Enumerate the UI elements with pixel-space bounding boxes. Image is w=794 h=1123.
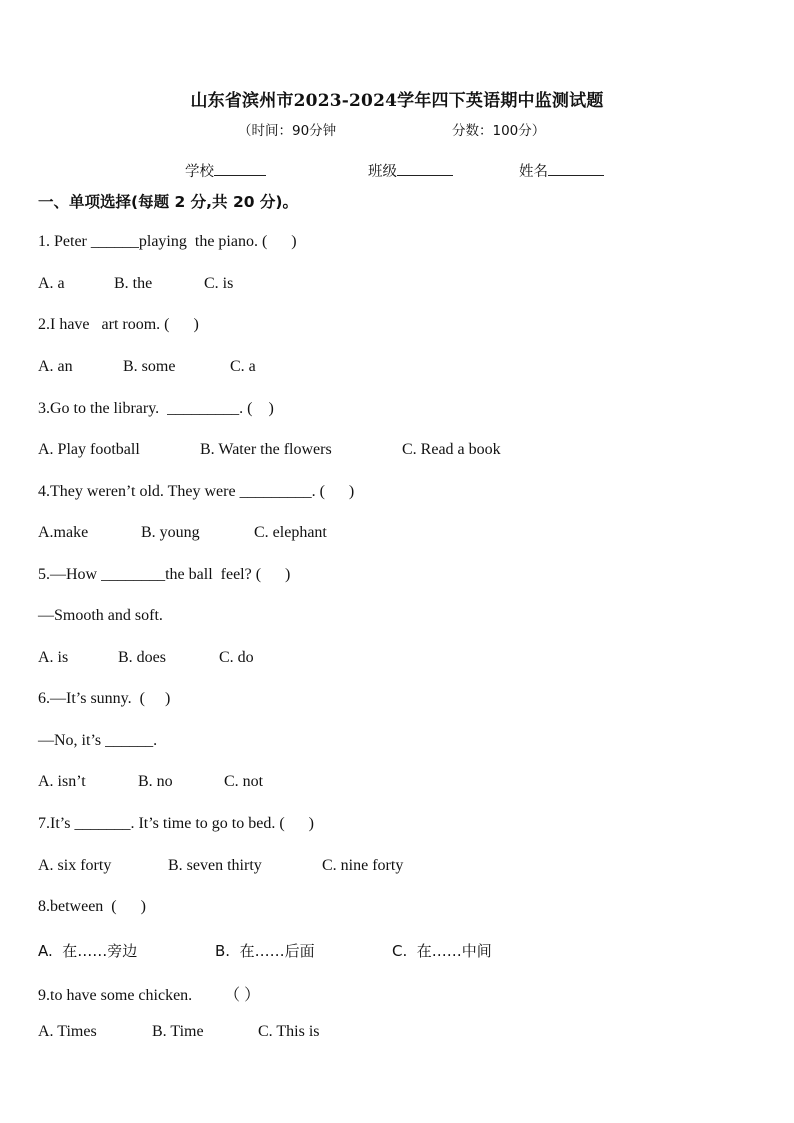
- exam-title: 山东省滨州市2023-2024学年四下英语期中监测试题: [190, 91, 604, 111]
- question-reply: —No, it’s ______.: [38, 732, 158, 749]
- name-label: 姓名: [519, 164, 548, 180]
- question-stem: 1. Peter ______playing the piano. ( ): [38, 233, 297, 250]
- option-b: B. young: [141, 524, 200, 541]
- school-field: [185, 160, 266, 181]
- option-c: C. is: [204, 275, 234, 292]
- option-c: C. Read a book: [402, 441, 501, 458]
- school-blank[interactable]: [214, 161, 266, 176]
- option-b: B. Time: [152, 1023, 204, 1040]
- option-a: A. six forty: [38, 857, 112, 874]
- option-b: B. does: [118, 649, 166, 666]
- option-a: A. 在……旁边: [38, 942, 138, 960]
- option-a: A. an: [38, 358, 73, 375]
- option-b: B. no: [138, 773, 173, 790]
- exam-score: 分数：100分）: [452, 123, 546, 139]
- option-b: B. seven thirty: [168, 857, 262, 874]
- option-b: B. the: [114, 275, 153, 292]
- option-c: C. elephant: [254, 524, 327, 541]
- school-label: 学校: [185, 164, 214, 180]
- option-a: A. is: [38, 649, 69, 666]
- option-b: B. Water the flowers: [200, 441, 332, 458]
- question-stem: 3.Go to the library. _________. ( ): [38, 400, 274, 417]
- question-stem: 2.I have art room. ( ): [38, 316, 199, 333]
- name-blank[interactable]: [548, 161, 604, 176]
- option-b: B. some: [123, 358, 176, 375]
- question-stem: 9.to have some chicken. （ ）: [38, 987, 261, 1004]
- option-a: A. isn’t: [38, 773, 86, 790]
- question-stem: 8.between ( ): [38, 898, 146, 915]
- option-c: C. 在……中间: [392, 942, 492, 960]
- option-c: C. do: [219, 649, 254, 666]
- option-b: B. 在……后面: [215, 942, 315, 960]
- question-stem: 7.It’s _______. It’s time to go to bed. ( ): [38, 815, 314, 832]
- exam-time: （时间：90分钟: [238, 123, 337, 139]
- question-stem: 6.—It’s sunny. ( ): [38, 690, 171, 707]
- option-a: A. a: [38, 275, 65, 292]
- name-field: [519, 160, 604, 181]
- class-label: 班级: [368, 164, 397, 180]
- option-c: C. This is: [258, 1023, 320, 1040]
- option-a: A. Play football: [38, 441, 140, 458]
- section-title: 一、单项选择(每题 2 分,共 20 分)。: [38, 193, 298, 211]
- question-stem: 4.They weren’t old. They were _________. ( ): [38, 483, 355, 500]
- option-c: C. nine forty: [322, 857, 404, 874]
- class-field: [368, 160, 453, 181]
- option-a: A. Times: [38, 1023, 97, 1040]
- class-blank[interactable]: [397, 161, 453, 176]
- question-reply: —Smooth and soft.: [38, 607, 163, 624]
- option-a: A.make: [38, 524, 89, 541]
- option-c: C. a: [230, 358, 256, 375]
- option-c: C. not: [224, 773, 264, 790]
- question-stem: 5.—How ________the ball feel? ( ): [38, 566, 291, 583]
